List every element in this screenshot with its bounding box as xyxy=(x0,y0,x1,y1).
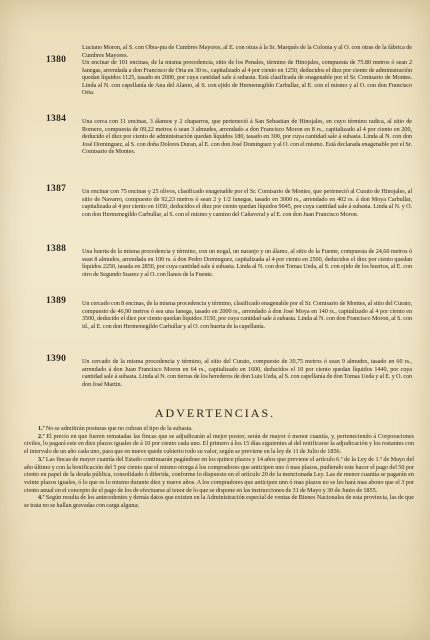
lot-entry xyxy=(82,300,412,330)
note-text: El precio en que fueren rematadas las fincas que se adjudicarán al mejor postor, serán de mayor ó menor cuantía, y, perteneciendo á Corporaciones civiles, lo pagará este en diez plazos iguales de á 10 por ciento cada uno. El primero á los 15 días siguientes al del notificarse la adjudicación y los restantes con el intervalo de un año cada uno, para que en nueve quede cubierto todo su valor, según se previene en la ley de 11 de Julio de 1856. xyxy=(24,432,414,456)
notes-list xyxy=(24,425,414,510)
note-item xyxy=(24,433,414,456)
lot-text: Una huerta de la misma procedencia y término, con un nogal, un naranjo y un álamo, al sitio de la Fuente, compuesta de 24,60 metros ó sean 8 almudes, arrendada en 100 rs. á don Pedro Dominguez, capitalizada al 4 por ciento en 2500, deducidos el diez por ciento quedan líquidos 2250, tasada en 2850, por cuya cantidad sale á subasta. Linda al N. con don Tomas Ueda, al S. con ejido de los huertos, al E. con otro de Segundo Suarez y al O. con llanos de la Fuente. xyxy=(82,248,412,278)
lot-entry xyxy=(82,248,412,278)
lot-entry xyxy=(82,59,412,97)
lot-entry xyxy=(82,188,412,218)
lot-text: Un cercado de la misma procedencia y término, al sitio del Curato, compuesto de 30,75 metros ó sean 9 almudes, tasado en 60 rs., arrendado á don Juan Francisco Moron en 64 rs., capitalizado en 1600, deducidos el 10 por ciento quedan líquidos 1440, por cuya cantidad sale á subasta. Linda al N. con tierras de los herederos de don Luis Ueda, al S. con capellanía de don Tomas Ueda y al E. y O. con don José Martin. xyxy=(82,358,412,388)
lot-entry xyxy=(82,118,412,156)
note-label: 1.ª xyxy=(38,425,45,432)
lot-text: Un encinar con 75 encinas y 25 olivos, clasificado enagenable por el Sr. Comisario de Montes, que perteneció al Curato de Hinojales, al sitio de Navarro, compuesto de 92,23 metros ó sean 2 y 1/2 fanegas, tasado en 3000 rs., arrendado en 402 rs. á don Moya Carbullar, capitalizada al 4 por ciento en 1050, deducidos el diez por ciento quedan líquidos 9045, por cuya cantidad sale á subasta. Linda al N. y O. con don Hermenegildo Carbullar, al S. con el mismo y camino del Cañaveral y al E. con don Juan Francisco Moron. xyxy=(82,188,412,218)
note-item xyxy=(24,425,414,433)
lot-text: Un cercado con 8 encinas, de la misma procedencia y término, clasificado enagenable por el Sr. Comisario de Montes, al sitio del Curato, compuesto de 46,90 metros ó sea una fanega, tasado en 2000 rs., arrendado á don José Moya en 140 rs., capitalizado al 4 por ciento en 3500, deducido el diez por ciento quedan líquidos 3150, por cuya cantidad sale á subasta. Linda al N. con don Francisco Moron, al S. con id., al E. con don Hermenegildo Carbullar y al O. con huerta de la capellanía. xyxy=(82,300,412,330)
lot-number: 1384 xyxy=(46,114,67,124)
lot-text: Luciano Moron, al S. con Obra-pia de Cumbres Mayores, al E. con otras à la Sr. Marqués de la Colonia y al O. con otras de la fábrica de Cumbres Mayores. xyxy=(82,44,412,59)
lot-number: 1388 xyxy=(46,244,67,254)
note-text: Las fincas de mayor cuantía del Estado continuarán pagándose en los quince plazos y 14 años que previene el artículo 6.º de la Ley de 1.º de Mayo del año último y con la bonificación del 5 por ciento que el mismo otorga á los compradores que anticipen uno ó mas plazos, pudiendo este hacer el pago del 50 por ciento en papel de la deuda pública, consolidado ó diferida, conforme lo dispuesto en el artículo 20 de la mencionada Ley. Las de menor cuantía se pagarán en veinte plazos iguales, ó lo que es lo mismo durante diez y nueve años. A los compradores que anticipen uno ó mas plazos no se les hará mas abono que el 3 por ciento anual en el concepto de el pago de los de efectuarse al tenor de lo que se dispone en las instrucciones de 31 de Mayo y 30 de Junio de 1855. xyxy=(24,455,414,494)
lot-number: 1390 xyxy=(46,354,67,364)
lot-text: Un encinar de 101 encinas, de la misma procedencia, sitio de los Penales, término de Hinojales, compuesta de 75.80 metros ó sean 2 fanegas, arrendada a don Francisco de Orta en 30 rs., capitalizado al 4 por ciento en 1250, deducidos el diez por ciento de administración quedan líquidos 1125, tasado en 2000, por cuya cantidad sale á subasta. Está clasificada de enagenable por el Sr. Comisario de Montes. Linda al N. con capellanía de Ana del Alamo, al S. con ejido de Hermenegildo Carbullar, al E. con el mismo y al O. con don Francisco Orta. xyxy=(82,59,412,97)
lot-number: 1387 xyxy=(46,184,67,194)
note-label: 3.ª xyxy=(38,455,45,463)
note-text: No se admitirán posturas que no cubran el tipo de la subasta. xyxy=(45,425,193,432)
notes-heading: ADVERTENCIAS. xyxy=(154,406,276,420)
note-label: 2.ª xyxy=(38,432,45,440)
lot-entry xyxy=(82,44,412,59)
lot-number: 1389 xyxy=(46,296,67,306)
note-item xyxy=(24,456,414,495)
note-text: Según resulta de los antecedentes y demás datos que existen en la Administración especial de ventas de Bienes Nacionales de esta provincia, las de que se trata no se hallan gravadas con carga alguna; xyxy=(24,494,414,510)
lot-entry xyxy=(82,358,412,388)
note-item xyxy=(24,494,414,509)
note-label: 4.ª xyxy=(38,494,45,502)
lot-number: 1380 xyxy=(46,55,67,65)
lot-text: Una cerca con 11 encinas, 3 álamos y 2 chaparros, que perteneció á San Sebastian de Hinojales, en cuyo término radica, al sitio de Romero, compuesta de 09,22 metros ó sean 3 almudes, arrendado a don Francisco Moron en 8 rs., capitalizado al 4 por ciento en 200, deducido el diez por ciento de administración quedan líquidos 180, tasado en 300, por cuya cantidad sale á subasta. Linda al N. con don José Dominguez, al S. con doña Dolores Duran, al E. con don José Dominguez y al O. con el mismo. Está declarada enagenable por el Sr. Comisario de Montes. xyxy=(82,118,412,156)
